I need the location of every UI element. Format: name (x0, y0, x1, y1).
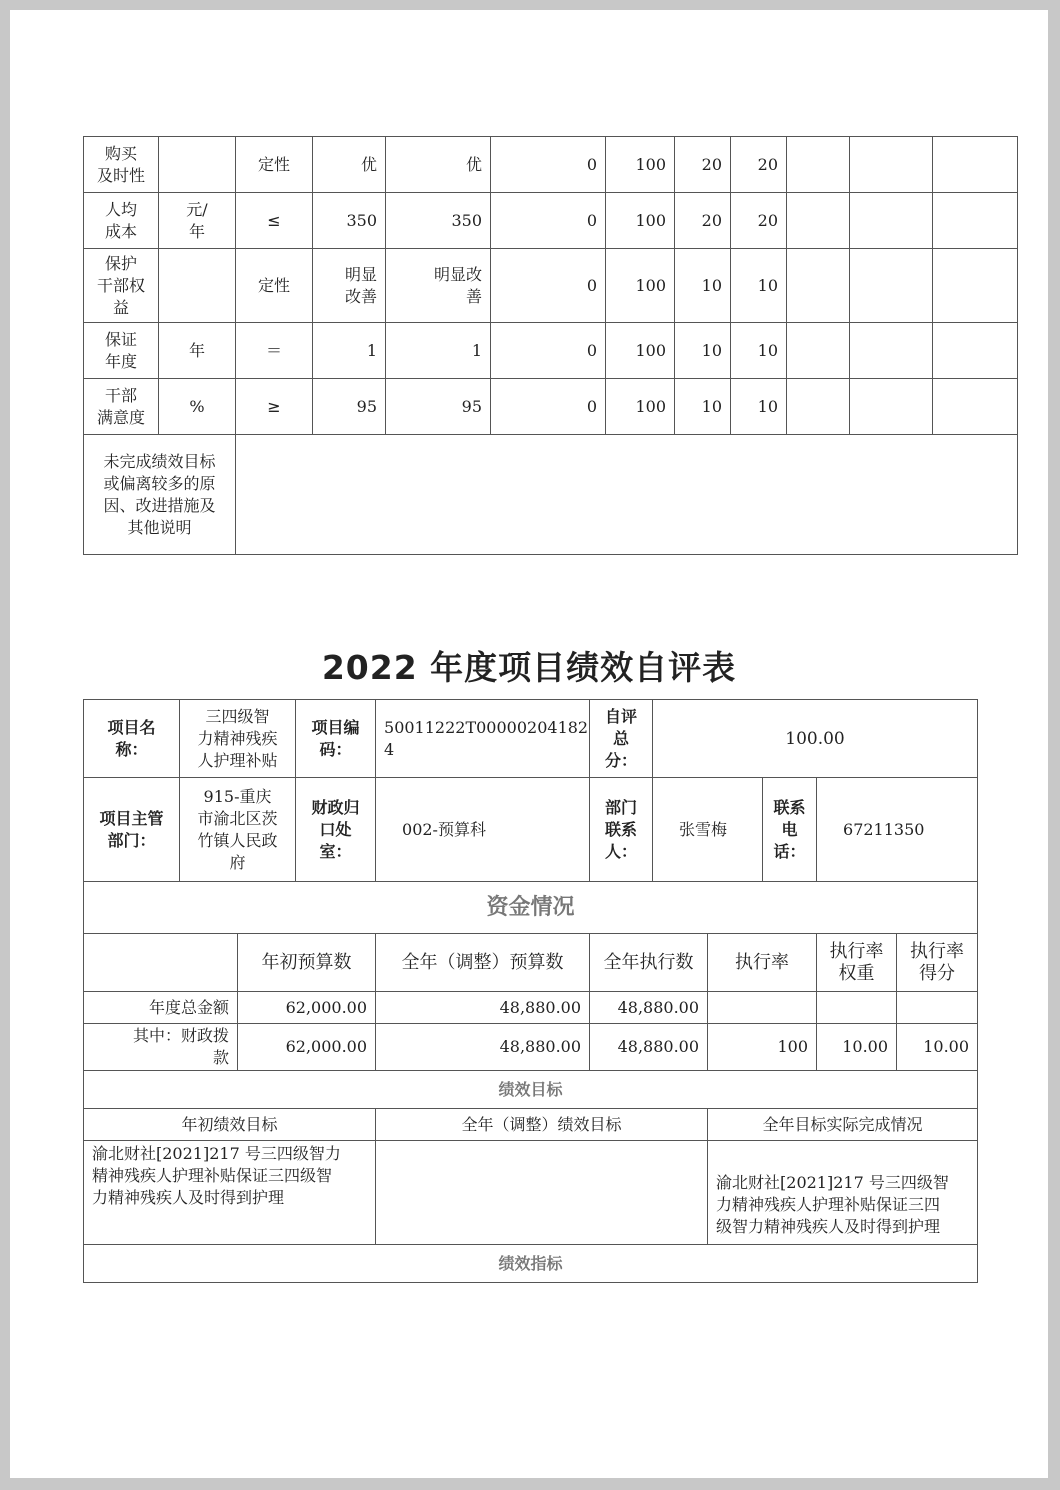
indicator-target: 95 (313, 379, 386, 435)
table-row (84, 323, 1018, 379)
funds-header: 全年（调整）预算数 (376, 934, 590, 992)
indicator-rate: 100 (606, 379, 675, 435)
indicator-name: 保证 年度 (84, 323, 159, 379)
indicator-rate: 100 (606, 193, 675, 249)
indicator-score: 20 (731, 193, 787, 249)
goals-header: 年初绩效目标 (84, 1109, 376, 1141)
table-row (84, 1071, 978, 1109)
score-label: 自评 总 分： (590, 700, 653, 778)
indicator-score: 20 (731, 137, 787, 193)
indicator-extra (933, 379, 1018, 435)
indicator-unit: 元/ 年 (159, 193, 236, 249)
funds-cell: 62,000.00 (238, 992, 376, 1024)
indicator-extra (850, 249, 933, 323)
funds-section-title: 资金情况 (84, 882, 978, 934)
indicator-extra (850, 379, 933, 435)
indicator-unit (159, 137, 236, 193)
note-value (236, 435, 1018, 555)
indicator-extra (787, 249, 850, 323)
goals-header: 全年目标实际完成情况 (708, 1109, 978, 1141)
indicator-deviation: 0 (491, 137, 606, 193)
indicator-actual: 优 (386, 137, 491, 193)
indicator-weight: 20 (675, 193, 731, 249)
funds-cell: 10.00 (817, 1024, 897, 1071)
table-row (84, 992, 978, 1024)
indicator-score: 10 (731, 323, 787, 379)
funds-cell (817, 992, 897, 1024)
table-row (84, 379, 1018, 435)
indicator-unit: % (159, 379, 236, 435)
indicator-extra (933, 193, 1018, 249)
indicator-actual: 明显改 善 (386, 249, 491, 323)
indicator-operator: ≤ (236, 193, 313, 249)
finance-office-label: 财政归 口处 室： (296, 778, 376, 882)
indicators-section-title: 绩效指标 (84, 1245, 978, 1283)
contact-value: 张雪梅 (653, 778, 763, 882)
funds-cell (708, 992, 817, 1024)
table-row (84, 137, 1018, 193)
table-row (84, 882, 978, 934)
indicator-weight: 10 (675, 323, 731, 379)
indicator-operator: 定性 (236, 249, 313, 323)
department-label: 项目主管 部门： (84, 778, 180, 882)
document-page (10, 10, 1048, 1478)
indicator-extra (933, 137, 1018, 193)
indicator-target: 1 (313, 323, 386, 379)
table-row (84, 435, 1018, 555)
table-row (84, 193, 1018, 249)
funds-cell (897, 992, 978, 1024)
finance-office-value: 002-预算科 (376, 778, 590, 882)
table-row (84, 249, 1018, 323)
indicator-unit: 年 (159, 323, 236, 379)
note-label: 未完成绩效目标 或偏离较多的原 因、改进措施及 其他说明 (84, 435, 236, 555)
initial-goal-text: 渝北财社[2021]217 号三四级智力 精神残疾人护理补贴保证三四级智 力精神残疾人及时得到护理 (84, 1141, 376, 1245)
page-title: 2022 年度项目绩效自评表 (321, 648, 737, 687)
indicator-score: 10 (731, 249, 787, 323)
indicator-actual: 95 (386, 379, 491, 435)
indicator-actual: 350 (386, 193, 491, 249)
table-row (84, 1024, 978, 1071)
funds-row-label: 其中：财政拨 款 (84, 1024, 238, 1071)
self-evaluation-table (83, 699, 978, 1283)
indicator-name: 保护 干部权 益 (84, 249, 159, 323)
funds-cell: 10.00 (897, 1024, 978, 1071)
indicator-operator: 定性 (236, 137, 313, 193)
indicator-name: 购买 及时性 (84, 137, 159, 193)
indicator-extra (933, 323, 1018, 379)
funds-header-blank (84, 934, 238, 992)
indicator-target: 350 (313, 193, 386, 249)
indicator-operator: ＝ (236, 323, 313, 379)
indicator-extra (787, 137, 850, 193)
actual-completion-text: 渝北财社[2021]217 号三四级智 力精神残疾人护理补贴保证三四 级智力精神残疾人及时得到护理 (708, 1141, 978, 1245)
funds-row-label: 年度总金额 (84, 992, 238, 1024)
indicator-rate: 100 (606, 323, 675, 379)
indicator-target: 优 (313, 137, 386, 193)
indicator-deviation: 0 (491, 193, 606, 249)
indicator-extra (850, 193, 933, 249)
indicator-name: 人均 成本 (84, 193, 159, 249)
indicator-weight: 20 (675, 137, 731, 193)
contact-label: 部门 联系 人： (590, 778, 653, 882)
indicator-extra (787, 379, 850, 435)
funds-cell: 48,880.00 (590, 992, 708, 1024)
indicator-actual: 1 (386, 323, 491, 379)
table-row (84, 700, 978, 778)
indicator-deviation: 0 (491, 249, 606, 323)
phone-value: 67211350 (817, 778, 978, 882)
funds-cell: 48,880.00 (376, 1024, 590, 1071)
department-value: 915-重庆 市渝北区茨 竹镇人民政 府 (180, 778, 296, 882)
project-code-label: 项目编 码： (296, 700, 376, 778)
funds-header: 全年执行数 (590, 934, 708, 992)
indicator-extra (850, 323, 933, 379)
indicator-extra (787, 323, 850, 379)
indicator-unit (159, 249, 236, 323)
indicator-table-continued (83, 136, 1018, 555)
funds-cell: 48,880.00 (590, 1024, 708, 1071)
goals-header: 全年（调整）绩效目标 (376, 1109, 708, 1141)
indicator-rate: 100 (606, 249, 675, 323)
funds-header: 执行率 权重 (817, 934, 897, 992)
indicator-extra (850, 137, 933, 193)
funds-cell: 48,880.00 (376, 992, 590, 1024)
table-row (84, 1109, 978, 1141)
indicator-name: 干部 满意度 (84, 379, 159, 435)
project-name-value: 三四级智 力精神残疾 人护理补贴 (180, 700, 296, 778)
indicator-score: 10 (731, 379, 787, 435)
funds-header: 执行率 (708, 934, 817, 992)
funds-header: 年初预算数 (238, 934, 376, 992)
indicator-deviation: 0 (491, 379, 606, 435)
indicator-deviation: 0 (491, 323, 606, 379)
project-name-label: 项目名 称： (84, 700, 180, 778)
adjusted-goal-text (376, 1141, 708, 1245)
funds-cell: 62,000.00 (238, 1024, 376, 1071)
goals-section-title: 绩效目标 (84, 1071, 978, 1109)
indicator-operator: ≥ (236, 379, 313, 435)
indicator-weight: 10 (675, 249, 731, 323)
table-row (84, 1245, 978, 1283)
table-row (84, 778, 978, 882)
indicator-rate: 100 (606, 137, 675, 193)
funds-header: 执行率 得分 (897, 934, 978, 992)
indicator-weight: 10 (675, 379, 731, 435)
phone-label: 联系 电 话： (763, 778, 817, 882)
table-row (84, 934, 978, 992)
indicator-extra (787, 193, 850, 249)
project-code-value: 50011222T00000204182 4 (376, 700, 590, 778)
score-value: 100.00 (653, 700, 978, 778)
indicator-target: 明显 改善 (313, 249, 386, 323)
table-row (84, 1141, 978, 1245)
indicator-extra (933, 249, 1018, 323)
funds-cell: 100 (708, 1024, 817, 1071)
